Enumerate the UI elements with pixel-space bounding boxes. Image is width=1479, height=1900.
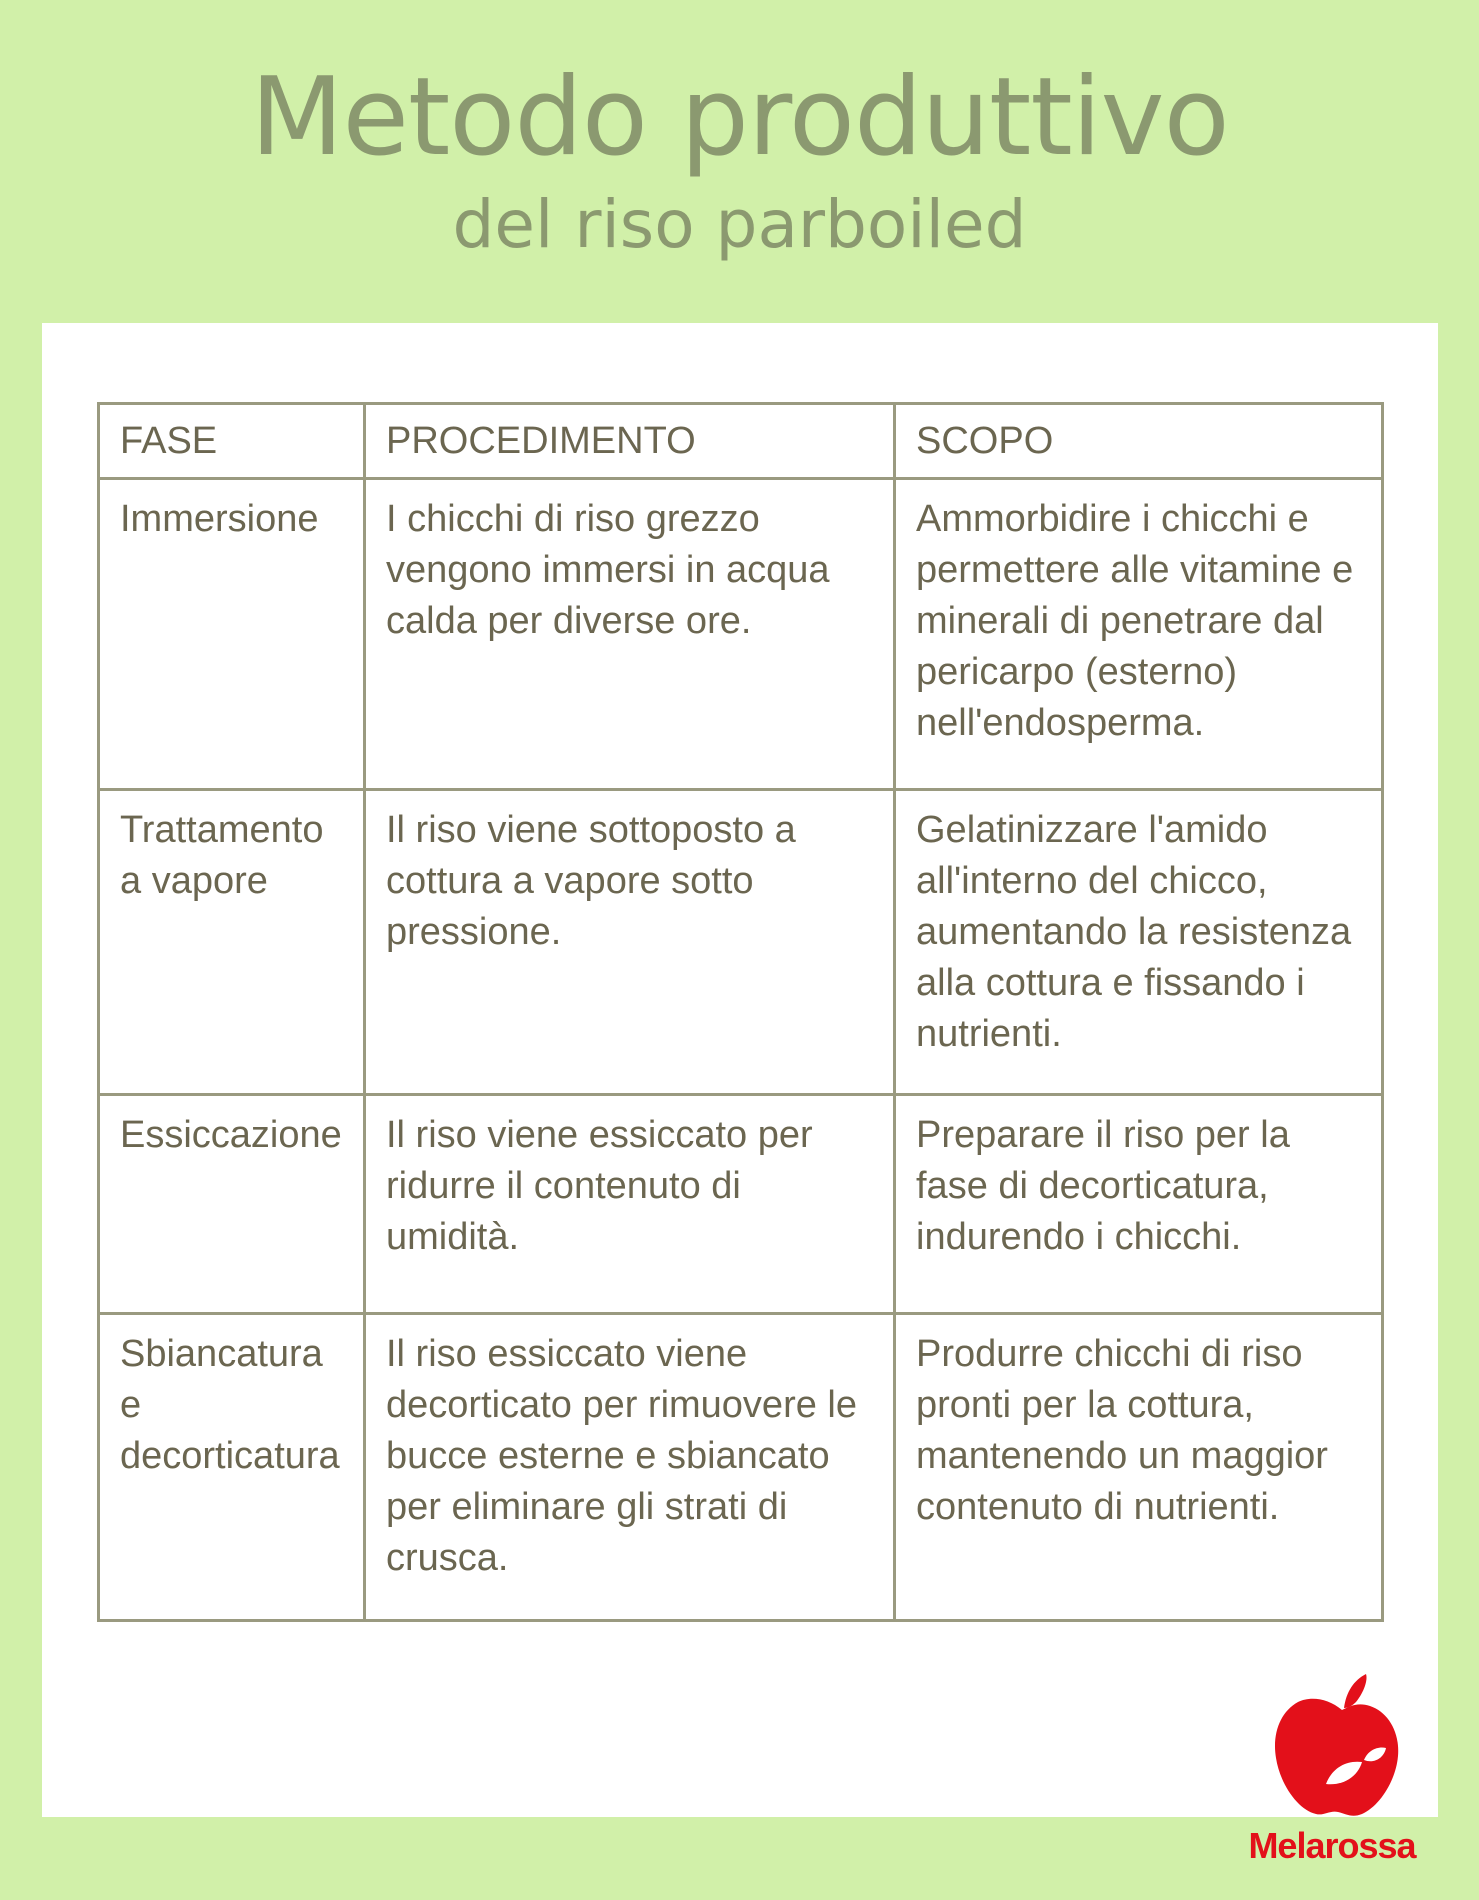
- cell-procedimento: I chicchi di riso grezzo vengono immersi in acqua calda per diverse ore.: [365, 479, 895, 790]
- table-row: [99, 790, 1383, 1095]
- apple-logo-icon: [1258, 1672, 1408, 1820]
- table-header-row: [99, 404, 1383, 479]
- cell-fase: Immersione: [99, 479, 365, 790]
- page-title: Metodo produttivo: [250, 55, 1229, 180]
- table-row: [99, 1314, 1383, 1621]
- cell-procedimento: Il riso viene sottoposto a cottura a vapore sotto pressione.: [365, 790, 895, 1095]
- cell-fase: Sbiancatura e decorticatura: [99, 1314, 365, 1621]
- cell-scopo: Gelatinizzare l'amido all'interno del chicco, aumentando la resistenza alla cottura e fissando i nutrienti.: [895, 790, 1383, 1095]
- table-row: [99, 479, 1383, 790]
- brand-name: Melarossa: [1248, 1825, 1416, 1866]
- cell-procedimento: Il riso essiccato viene decorticato per rimuovere le bucce esterne e sbiancato per eliminare gli strati di crusca.: [365, 1314, 895, 1621]
- process-table: [97, 402, 1384, 1622]
- cell-procedimento: Il riso viene essiccato per ridurre il contenuto di umidità.: [365, 1095, 895, 1314]
- cell-fase: Essiccazione: [99, 1095, 365, 1314]
- column-header-fase: FASE: [99, 404, 365, 479]
- page-subtitle: del riso parboiled: [452, 186, 1027, 263]
- cell-scopo: Preparare il riso per la fase di decorticatura, indurendo i chicchi.: [895, 1095, 1383, 1314]
- column-header-scopo: SCOPO: [895, 404, 1383, 479]
- cell-scopo: Ammorbidire i chicchi e permettere alle vitamine e minerali di penetrare dal pericarpo (esterno) nell'endosperma.: [895, 479, 1383, 790]
- column-header-procedimento: PROCEDIMENTO: [365, 404, 895, 479]
- cell-fase: Trattamento a vapore: [99, 790, 365, 1095]
- table-row: [99, 1095, 1383, 1314]
- cell-scopo: Produrre chicchi di riso pronti per la cottura, mantenendo un maggior contenuto di nutrienti.: [895, 1314, 1383, 1621]
